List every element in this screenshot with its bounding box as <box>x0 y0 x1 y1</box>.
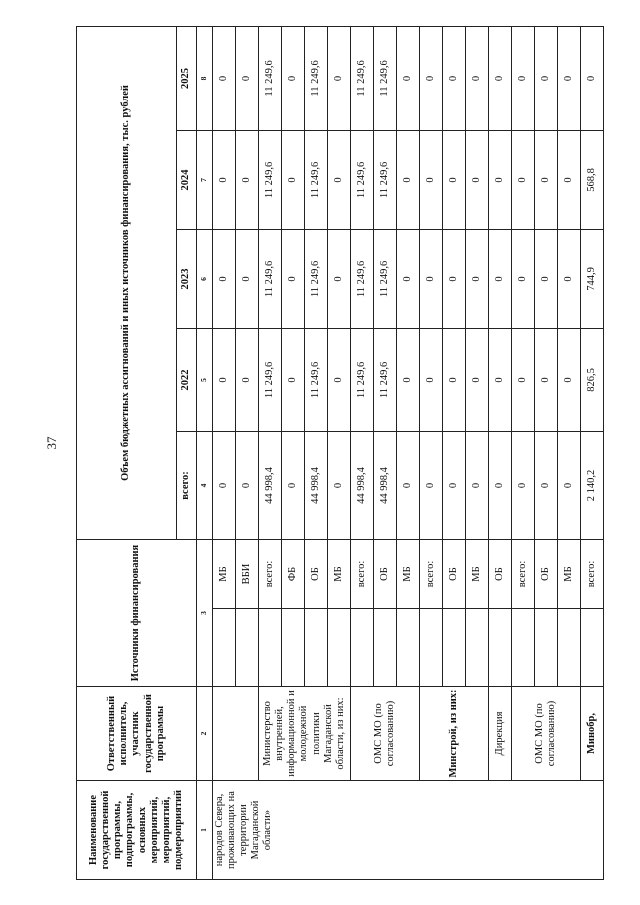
executor-cell-minobr: Минобр, <box>581 687 604 781</box>
source-spacer-cell <box>305 609 328 687</box>
header-2022: 2022 <box>177 328 197 431</box>
funding-source-cell: ОБ <box>305 539 328 608</box>
header-2023: 2023 <box>177 229 197 328</box>
program-name-cell: народов Севера, проживающих на территории Магаданской области» <box>213 781 604 880</box>
amount-cell: 11 249,6 <box>305 130 328 229</box>
amount-cell: 0 <box>328 26 351 130</box>
amount-cell: 44 998,4 <box>374 431 397 539</box>
source-spacer-cell <box>512 609 535 687</box>
source-spacer-cell <box>581 609 604 687</box>
amount-cell: 0 <box>558 328 581 431</box>
header-executor: Ответственный исполнитель, участник государственной программы <box>77 687 197 781</box>
amount-cell: 0 <box>535 328 558 431</box>
executor-cell-oms1: ОМС МО (по согласованию) <box>351 687 420 781</box>
col-number: 4 <box>197 431 213 539</box>
amount-cell: 11 249,6 <box>351 229 374 328</box>
funding-source-cell: МБ <box>213 539 236 608</box>
amount-cell: 2 140,2 <box>581 431 604 539</box>
amount-cell: 0 <box>397 431 420 539</box>
amount-cell: 0 <box>236 431 259 539</box>
funding-source-cell: ОБ <box>489 539 512 608</box>
header-funding-volume: Объем бюджетных ассигнований и иных источников финансирования, тыс. рублей <box>77 26 177 539</box>
funding-source-cell: ФБ <box>282 539 305 608</box>
source-spacer-cell <box>351 609 374 687</box>
amount-cell: 0 <box>397 26 420 130</box>
table-row <box>581 26 604 879</box>
amount-cell: 744,9 <box>581 229 604 328</box>
amount-cell: 0 <box>466 229 489 328</box>
amount-cell: 0 <box>397 130 420 229</box>
amount-cell: 0 <box>466 26 489 130</box>
header-total: всего: <box>177 431 197 539</box>
amount-cell: 0 <box>512 328 535 431</box>
amount-cell: 0 <box>213 431 236 539</box>
table-row <box>512 26 535 879</box>
amount-cell: 11 249,6 <box>259 26 282 130</box>
amount-cell: 0 <box>443 130 466 229</box>
rotated-table-area <box>76 27 603 880</box>
amount-cell: 0 <box>282 26 305 130</box>
col-number: 5 <box>197 328 213 431</box>
executor-cell-oms2: ОМС МО (по согласованию) <box>512 687 581 781</box>
amount-cell: 11 249,6 <box>305 229 328 328</box>
table-row <box>420 26 443 879</box>
amount-cell: 11 249,6 <box>305 328 328 431</box>
executor-cell-direktsiya: Дирекция <box>489 687 512 781</box>
amount-cell: 0 <box>420 328 443 431</box>
amount-cell: 11 249,6 <box>351 328 374 431</box>
amount-cell: 0 <box>443 431 466 539</box>
amount-cell: 0 <box>236 328 259 431</box>
amount-cell: 0 <box>443 229 466 328</box>
amount-cell: 0 <box>420 229 443 328</box>
amount-cell: 11 249,6 <box>259 328 282 431</box>
amount-cell: 44 998,4 <box>351 431 374 539</box>
funding-source-cell: всего: <box>259 539 282 608</box>
amount-cell: 0 <box>328 130 351 229</box>
amount-cell: 0 <box>328 328 351 431</box>
funding-source-cell: всего: <box>351 539 374 608</box>
amount-cell: 0 <box>466 431 489 539</box>
col-number: 6 <box>197 229 213 328</box>
amount-cell: 0 <box>558 26 581 130</box>
amount-cell: 0 <box>535 431 558 539</box>
amount-cell: 0 <box>558 229 581 328</box>
amount-cell: 0 <box>581 26 604 130</box>
col-number: 7 <box>197 130 213 229</box>
amount-cell: 0 <box>535 26 558 130</box>
funding-source-cell: ОБ <box>443 539 466 608</box>
amount-cell: 0 <box>213 229 236 328</box>
amount-cell: 0 <box>535 130 558 229</box>
funding-source-cell: МБ <box>466 539 489 608</box>
amount-cell: 11 249,6 <box>374 229 397 328</box>
header-program-name: Наименование государственной программы, подпрограммы, основных мероприятий, мероприятий, подмероприятий <box>77 781 197 880</box>
funding-source-cell: МБ <box>397 539 420 608</box>
amount-cell: 0 <box>512 431 535 539</box>
source-spacer-cell <box>443 609 466 687</box>
amount-cell: 826,5 <box>581 328 604 431</box>
amount-cell: 0 <box>489 431 512 539</box>
funding-source-cell: МБ <box>328 539 351 608</box>
source-spacer-cell <box>420 609 443 687</box>
amount-cell: 0 <box>512 26 535 130</box>
executor-cell-minstroy: Минстрой, из них: <box>420 687 489 781</box>
funding-source-cell: ВБИ <box>236 539 259 608</box>
source-spacer-cell <box>328 609 351 687</box>
source-spacer-cell <box>397 609 420 687</box>
amount-cell: 0 <box>397 328 420 431</box>
amount-cell: 0 <box>558 431 581 539</box>
table-row <box>489 26 512 879</box>
executor-cell-ministry: Министерство внутренней, информационной и молодежной политики Магаданской области, из них: <box>259 687 351 781</box>
col-number: 1 <box>197 781 213 880</box>
funding-source-cell: всего: <box>420 539 443 608</box>
amount-cell: 0 <box>420 26 443 130</box>
amount-cell: 0 <box>213 26 236 130</box>
amount-cell: 0 <box>489 130 512 229</box>
table-row <box>213 26 236 879</box>
amount-cell: 0 <box>466 328 489 431</box>
source-spacer-cell <box>535 609 558 687</box>
col-number: 8 <box>197 26 213 130</box>
amount-cell: 0 <box>512 229 535 328</box>
amount-cell: 0 <box>535 229 558 328</box>
amount-cell: 0 <box>558 130 581 229</box>
amount-cell: 44 998,4 <box>259 431 282 539</box>
amount-cell: 0 <box>236 26 259 130</box>
executor-cell-empty <box>213 687 259 781</box>
funding-table <box>76 26 604 880</box>
amount-cell: 0 <box>443 26 466 130</box>
header-2024: 2024 <box>177 130 197 229</box>
amount-cell: 0 <box>420 130 443 229</box>
source-spacer-cell <box>282 609 305 687</box>
col-number: 2 <box>197 687 213 781</box>
amount-cell: 0 <box>397 229 420 328</box>
funding-source-cell: МБ <box>558 539 581 608</box>
amount-cell: 568,8 <box>581 130 604 229</box>
amount-cell: 0 <box>282 130 305 229</box>
amount-cell: 0 <box>489 328 512 431</box>
source-spacer-cell <box>558 609 581 687</box>
funding-source-cell: ОБ <box>374 539 397 608</box>
col-number: 3 <box>197 539 213 686</box>
amount-cell: 0 <box>213 130 236 229</box>
amount-cell: 0 <box>420 431 443 539</box>
amount-cell: 11 249,6 <box>259 130 282 229</box>
header-2025: 2025 <box>177 26 197 130</box>
amount-cell: 0 <box>236 130 259 229</box>
amount-cell: 11 249,6 <box>259 229 282 328</box>
amount-cell: 44 998,4 <box>305 431 328 539</box>
amount-cell: 0 <box>328 229 351 328</box>
amount-cell: 11 249,6 <box>374 26 397 130</box>
amount-cell: 0 <box>282 431 305 539</box>
source-spacer-cell <box>259 609 282 687</box>
table-row <box>259 26 282 879</box>
source-spacer-cell <box>489 609 512 687</box>
funding-source-cell: всего: <box>581 539 604 608</box>
amount-cell: 11 249,6 <box>374 130 397 229</box>
amount-cell: 0 <box>466 130 489 229</box>
source-spacer-cell <box>374 609 397 687</box>
amount-cell: 0 <box>489 229 512 328</box>
source-spacer-cell <box>466 609 489 687</box>
page-number: 37 <box>44 436 59 450</box>
amount-cell: 0 <box>282 328 305 431</box>
table-row <box>351 26 374 879</box>
source-spacer-cell <box>213 609 236 687</box>
amount-cell: 0 <box>213 328 236 431</box>
amount-cell: 0 <box>512 130 535 229</box>
amount-cell: 11 249,6 <box>305 26 328 130</box>
funding-source-cell: всего: <box>512 539 535 608</box>
amount-cell: 11 249,6 <box>374 328 397 431</box>
amount-cell: 0 <box>282 229 305 328</box>
source-spacer-cell <box>236 609 259 687</box>
funding-source-cell: ОБ <box>535 539 558 608</box>
amount-cell: 11 249,6 <box>351 26 374 130</box>
amount-cell: 0 <box>236 229 259 328</box>
amount-cell: 0 <box>489 26 512 130</box>
amount-cell: 0 <box>443 328 466 431</box>
amount-cell: 0 <box>328 431 351 539</box>
amount-cell: 11 249,6 <box>351 130 374 229</box>
header-funding-source: Источники финансирования <box>77 539 197 686</box>
